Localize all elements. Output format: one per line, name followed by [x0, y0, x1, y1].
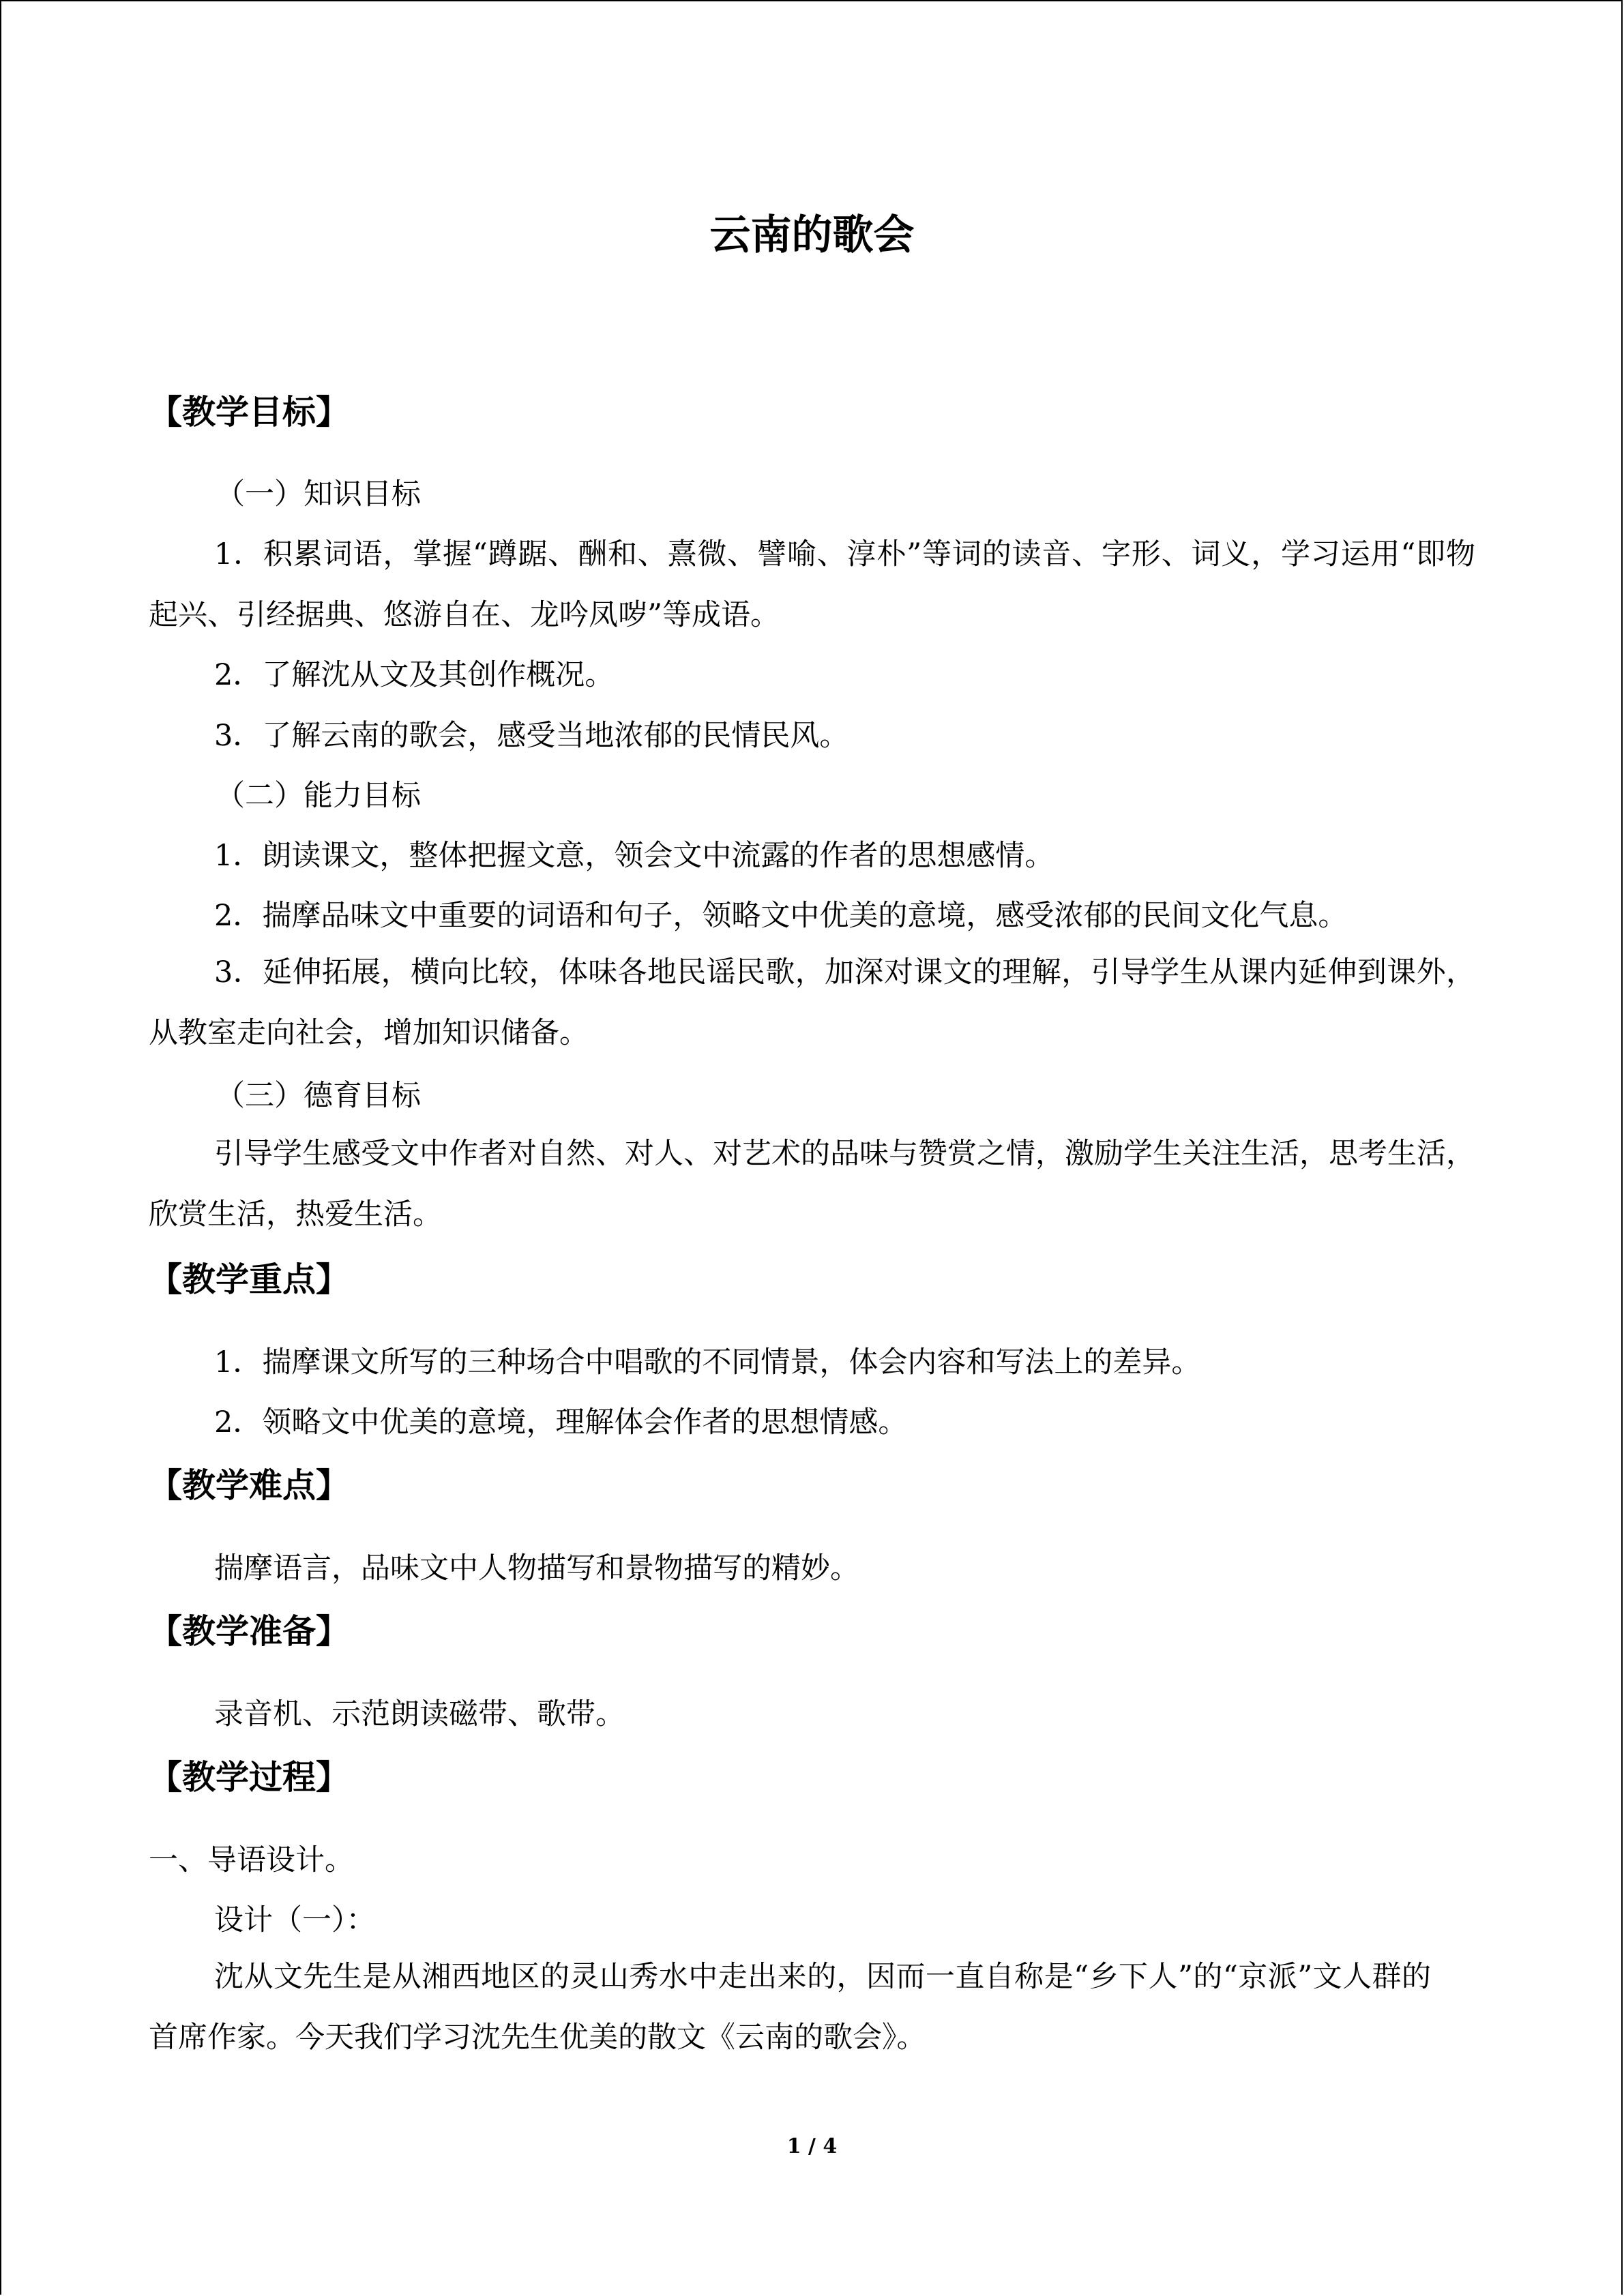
heading-process: 【教学过程】 [149, 1758, 350, 1797]
ability-item-3: 3．延伸拓展，横向比较，体味各地民谣民歌，加深对课文的理解，引导学生从课内延伸到课外，从教室走向社会，增加知识储备。 [149, 955, 1475, 1050]
process-step-1: 一、导语设计。 [149, 1843, 354, 1877]
key-point-1: 1．揣摩课文所写的三种场合中唱歌的不同情景，体会内容和写法上的差异。 [214, 1345, 1201, 1380]
page-number: 1 / 4 [786, 2134, 838, 2158]
knowledge-label: （一）知识目标 [216, 477, 421, 511]
knowledge-item-3: 3．了解云南的歌会，感受当地浓郁的民情民风。 [214, 719, 849, 753]
document-title: 云南的歌会 [709, 211, 915, 259]
key-point-2: 2．领略文中优美的意境，理解体会作者的思想情感。 [214, 1405, 908, 1440]
design-1-label: 设计（一）： [214, 1903, 376, 1937]
ability-item-2: 2．揣摩品味文中重要的词语和句子，领略文中优美的意境，感受浓郁的民间文化气息。 [214, 899, 1348, 933]
heading-preparation: 【教学准备】 [149, 1612, 350, 1651]
moral-label: （三）德育目标 [216, 1079, 421, 1113]
difficulties-text: 揣摩语言，品味文中人物描写和景物描写的精妙。 [214, 1551, 859, 1585]
moral-text: 引导学生感受文中作者对自然、对人、对艺术的品味与赞赏之情，激励学生关注生活，思考生活，欣赏生活，热爱生活。 [149, 1137, 1475, 1232]
heading-key-points: 【教学重点】 [149, 1260, 350, 1299]
ability-label: （二）能力目标 [216, 779, 421, 813]
heading-difficulties: 【教学难点】 [149, 1466, 350, 1505]
preparation-text: 录音机、示范朗读磁带、歌带。 [214, 1697, 625, 1731]
heading-objectives: 【教学目标】 [149, 393, 350, 432]
knowledge-item-2: 2．了解沈从文及其创作概况。 [214, 658, 615, 692]
knowledge-item-1: 1．积累词语，掌握“蹲踞、酬和、熹微、譬喻、淳朴”等词的读音、字形、词义，学习运用“即物起兴、引经据典、悠游自在、龙吟凤哕”等成语。 [149, 537, 1475, 632]
ability-item-1: 1．朗读课文，整体把握文意，领会文中流露的作者的思想感情。 [214, 839, 1054, 873]
design-1-text: 沈从文先生是从湘西地区的灵山秀水中走出来的，因而一直自称是“乡下人”的“京派”文人群的首席作家。今天我们学习沈先生优美的散文《云南的歌会》。 [149, 1960, 1431, 2055]
